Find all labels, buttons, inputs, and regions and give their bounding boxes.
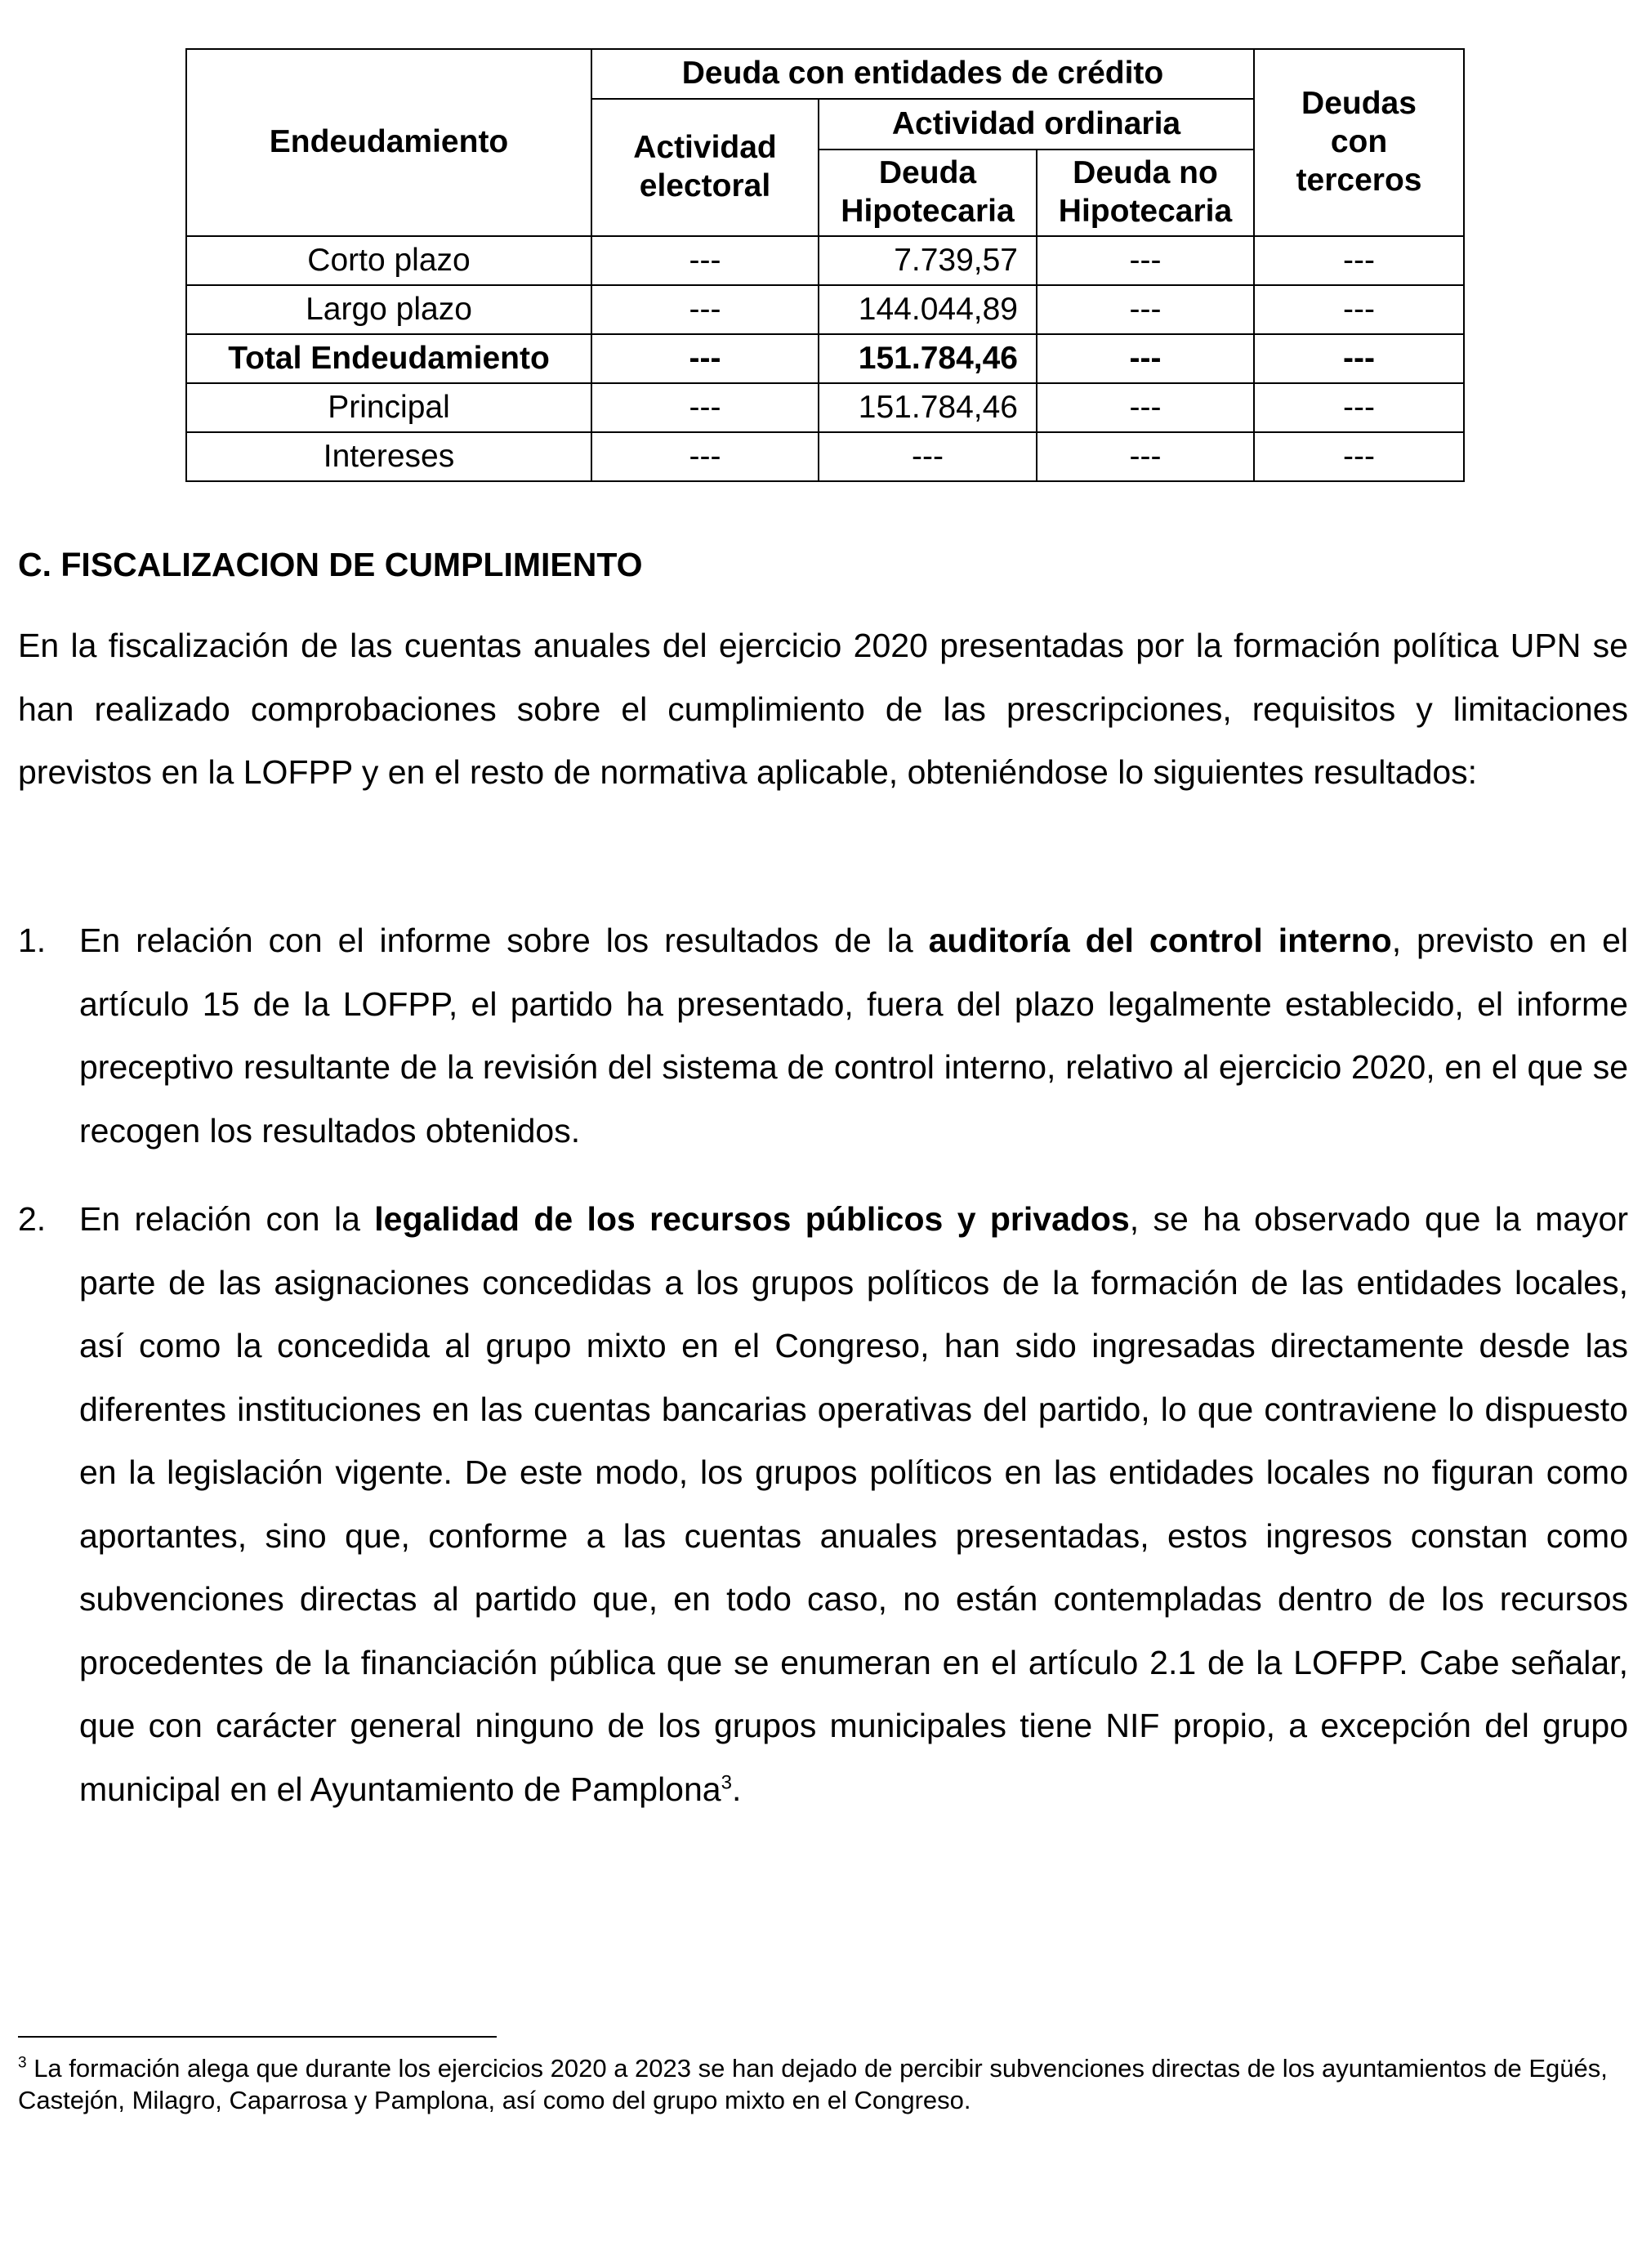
text-run: En relación con el informe sobre los resultados de la bbox=[79, 922, 929, 959]
cell-electoral: --- bbox=[591, 334, 819, 383]
cell-electoral: --- bbox=[591, 383, 819, 432]
cell-no-hipotecaria: --- bbox=[1037, 236, 1254, 285]
cell-no-hipotecaria: --- bbox=[1037, 432, 1254, 481]
row-label: Principal bbox=[186, 383, 591, 432]
footnote bbox=[18, 2052, 1628, 2116]
cell-no-hipotecaria: --- bbox=[1037, 383, 1254, 432]
table-row bbox=[186, 383, 1464, 432]
text-run: , previsto en el artículo 15 de la LOFPP, el partido ha presentado, fuera del plazo legalmente establecido, el informe preceptivo resultante de la revisión del sistema de control interno, relativo al ejercicio 2020, en el que se recogen los resultados obtenidos. bbox=[79, 922, 1628, 1150]
text-run: , se ha observado que la mayor parte de las asignaciones concedidas a los grupos políticos de la formación de las entidades locales, así como la concedida al grupo mixto en el Congreso, han sido ingresadas directamente desde las diferentes instituciones en las cuentas bancarias operativas del partido, lo que contraviene lo dispuesto en la legislación vigente. De este modo, los grupos políticos en las entidades locales no figuran como aportantes, sino que, conforme a las cuentas anuales presentadas, estos ingresos constan como subvenciones directas al partido que, en todo caso, no están contempladas dentro de los recursos procedentes de la financiación pública que se enumeran en el artículo 2.1 de la LOFPP. Cabe señalar, que con carácter general ninguno de los grupos municipales tiene NIF propio, a excepción del grupo municipal en el Ayuntamiento de Pamplona bbox=[79, 1200, 1629, 1808]
table-row-total bbox=[186, 334, 1464, 383]
list-item bbox=[18, 1188, 1628, 1821]
cell-hipotecaria: 7.739,57 bbox=[819, 236, 1037, 285]
list-item-number: 1. bbox=[18, 922, 47, 959]
table-row bbox=[186, 285, 1464, 334]
table-row bbox=[186, 432, 1464, 481]
text-run: . bbox=[731, 1770, 742, 1808]
text-run: En relación con la bbox=[79, 1200, 375, 1238]
header-actividad-ordinaria: Actividad ordinaria bbox=[819, 99, 1254, 150]
section-title: C. FISCALIZACION DE CUMPLIMIENTO bbox=[18, 546, 643, 583]
cell-hipotecaria: 151.784,46 bbox=[819, 334, 1037, 383]
bold-text-run: auditoría del control interno bbox=[928, 922, 1392, 959]
cell-electoral: --- bbox=[591, 432, 819, 481]
intro-paragraph: En la fiscalización de las cuentas anuales del ejercicio 2020 presentadas por la formación política UPN se han realizado comprobaciones sobre el cumplimiento de las prescripciones, requisitos y limitaciones previstos en la LOFPP y en el resto de normativa aplicable, obteniéndose lo siguientes resultados: bbox=[18, 627, 1628, 791]
header-endeudamiento: Endeudamiento bbox=[186, 49, 591, 236]
footnote-text: La formación alega que durante los ejercicios 2020 a 2023 se han dejado de percibir subvenciones directas de los ayuntamientos de Egüés, Castejón, Milagro, Caparrosa y Pamplona, así como del grupo mixto en el Congreso. bbox=[18, 2054, 1608, 2114]
header-deuda-entidades: Deuda con entidades de crédito bbox=[591, 49, 1254, 99]
cell-no-hipotecaria: --- bbox=[1037, 334, 1254, 383]
cell-hipotecaria: 151.784,46 bbox=[819, 383, 1037, 432]
header-actividad-electoral: Actividad electoral bbox=[591, 99, 819, 236]
row-label: Corto plazo bbox=[186, 236, 591, 285]
list-item-body bbox=[79, 909, 1628, 1163]
header-deuda-no-hipotecaria: Deuda no Hipotecaria bbox=[1037, 150, 1254, 236]
header-deuda-hipotecaria: Deuda Hipotecaria bbox=[819, 150, 1037, 236]
footnote-separator bbox=[18, 2036, 497, 2038]
cell-electoral: --- bbox=[591, 285, 819, 334]
cell-terceros: --- bbox=[1254, 383, 1464, 432]
row-label: Largo plazo bbox=[186, 285, 591, 334]
list-item bbox=[18, 909, 1628, 1163]
cell-terceros: --- bbox=[1254, 236, 1464, 285]
cell-no-hipotecaria: --- bbox=[1037, 285, 1254, 334]
cell-terceros: --- bbox=[1254, 285, 1464, 334]
footnote-marker: 3 bbox=[18, 2054, 27, 2072]
row-label: Total Endeudamiento bbox=[186, 334, 591, 383]
cell-hipotecaria: --- bbox=[819, 432, 1037, 481]
header-deudas-terceros: Deudas con terceros bbox=[1254, 49, 1464, 236]
cell-terceros: --- bbox=[1254, 334, 1464, 383]
cell-hipotecaria: 144.044,89 bbox=[819, 285, 1037, 334]
list-item-number: 2. bbox=[18, 1200, 47, 1238]
footnote-reference[interactable]: 3 bbox=[721, 1770, 732, 1793]
table-row bbox=[186, 236, 1464, 285]
row-label: Intereses bbox=[186, 432, 591, 481]
cell-terceros: --- bbox=[1254, 432, 1464, 481]
cell-electoral: --- bbox=[591, 236, 819, 285]
bold-text-run: legalidad de los recursos públicos y privados bbox=[374, 1200, 1130, 1238]
list-item-body bbox=[79, 1188, 1628, 1821]
debt-table bbox=[185, 48, 1465, 482]
